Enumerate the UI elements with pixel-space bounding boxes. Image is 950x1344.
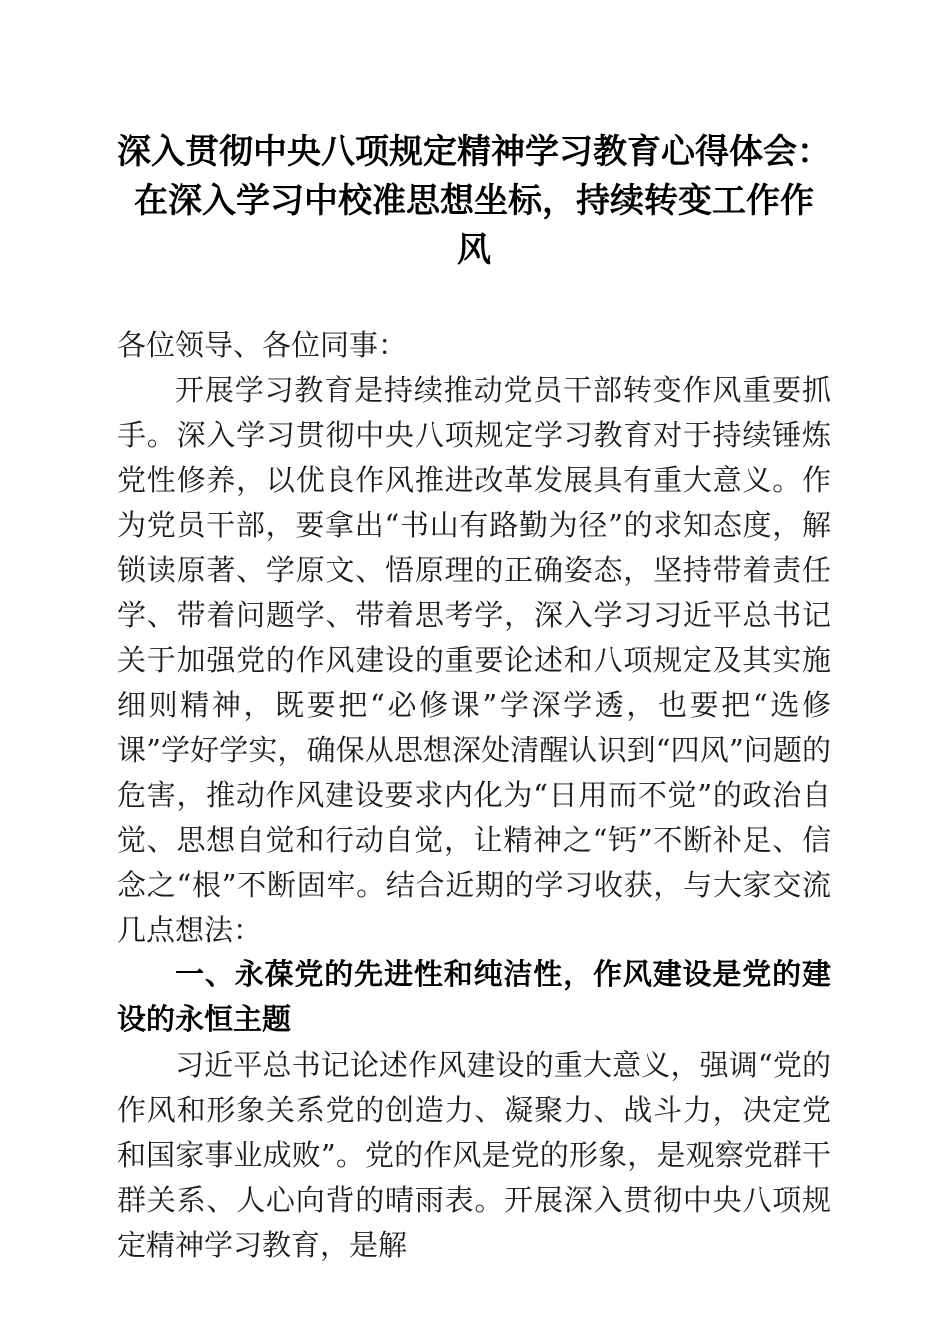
paragraph-opening: 开展学习教育是持续推动党员干部转变作风重要抓手。深入学习贯彻中央八项规定学习教育对于持续锤炼党性修养，以优良作风推进改革发展具有重大意义。作为党员干部，要拿出“书山有路勤为径”的求知态度，解锁读原著、学原文、悟原理的正确姿态，坚持带着责任学、带着问题学、带着思考学，深入学习习近平总书记关于加强党的作风建设的重要论述和八项规定及其实施细则精神，既要把“必修课”学深学透，也要把“选修课”学好学实，确保从思想深处清醒认识到“四风”问题的危害，推动作风建设要求内化为“日用而不觉”的政治自觉、思想自觉和行动自觉，让精神之“钙”不断补足、信念之“根”不断固牢。结合近期的学习收获，与大家交流几点想法： xyxy=(117,373,831,947)
title-line-3: 风 xyxy=(457,232,491,269)
title-line-1: 深入贯彻中央八项规定精神学习教育心得体会： xyxy=(117,134,831,171)
section-heading-1: 一、永葆党的先进性和纯洁性，作风建设是党的建设的永恒主题 xyxy=(117,959,831,1036)
salutation: 各位领导、各位同事： xyxy=(117,328,408,362)
document-content xyxy=(117,0,831,1268)
paragraph-section-1: 习近平总书记论述作风建设的重大意义，强调“党的作风和形象关系党的创造力、凝聚力、战斗力，决定党和国家事业成败”。党的作风是党的形象，是观察党群干群关系、人心向背的晴雨表。开展深入贯彻中央八项规定精神学习教育，是解 xyxy=(117,1048,831,1262)
page-title xyxy=(117,0,831,275)
title-line-2: 在深入学习中校准思想坐标，持续转变工作作 xyxy=(134,183,814,220)
